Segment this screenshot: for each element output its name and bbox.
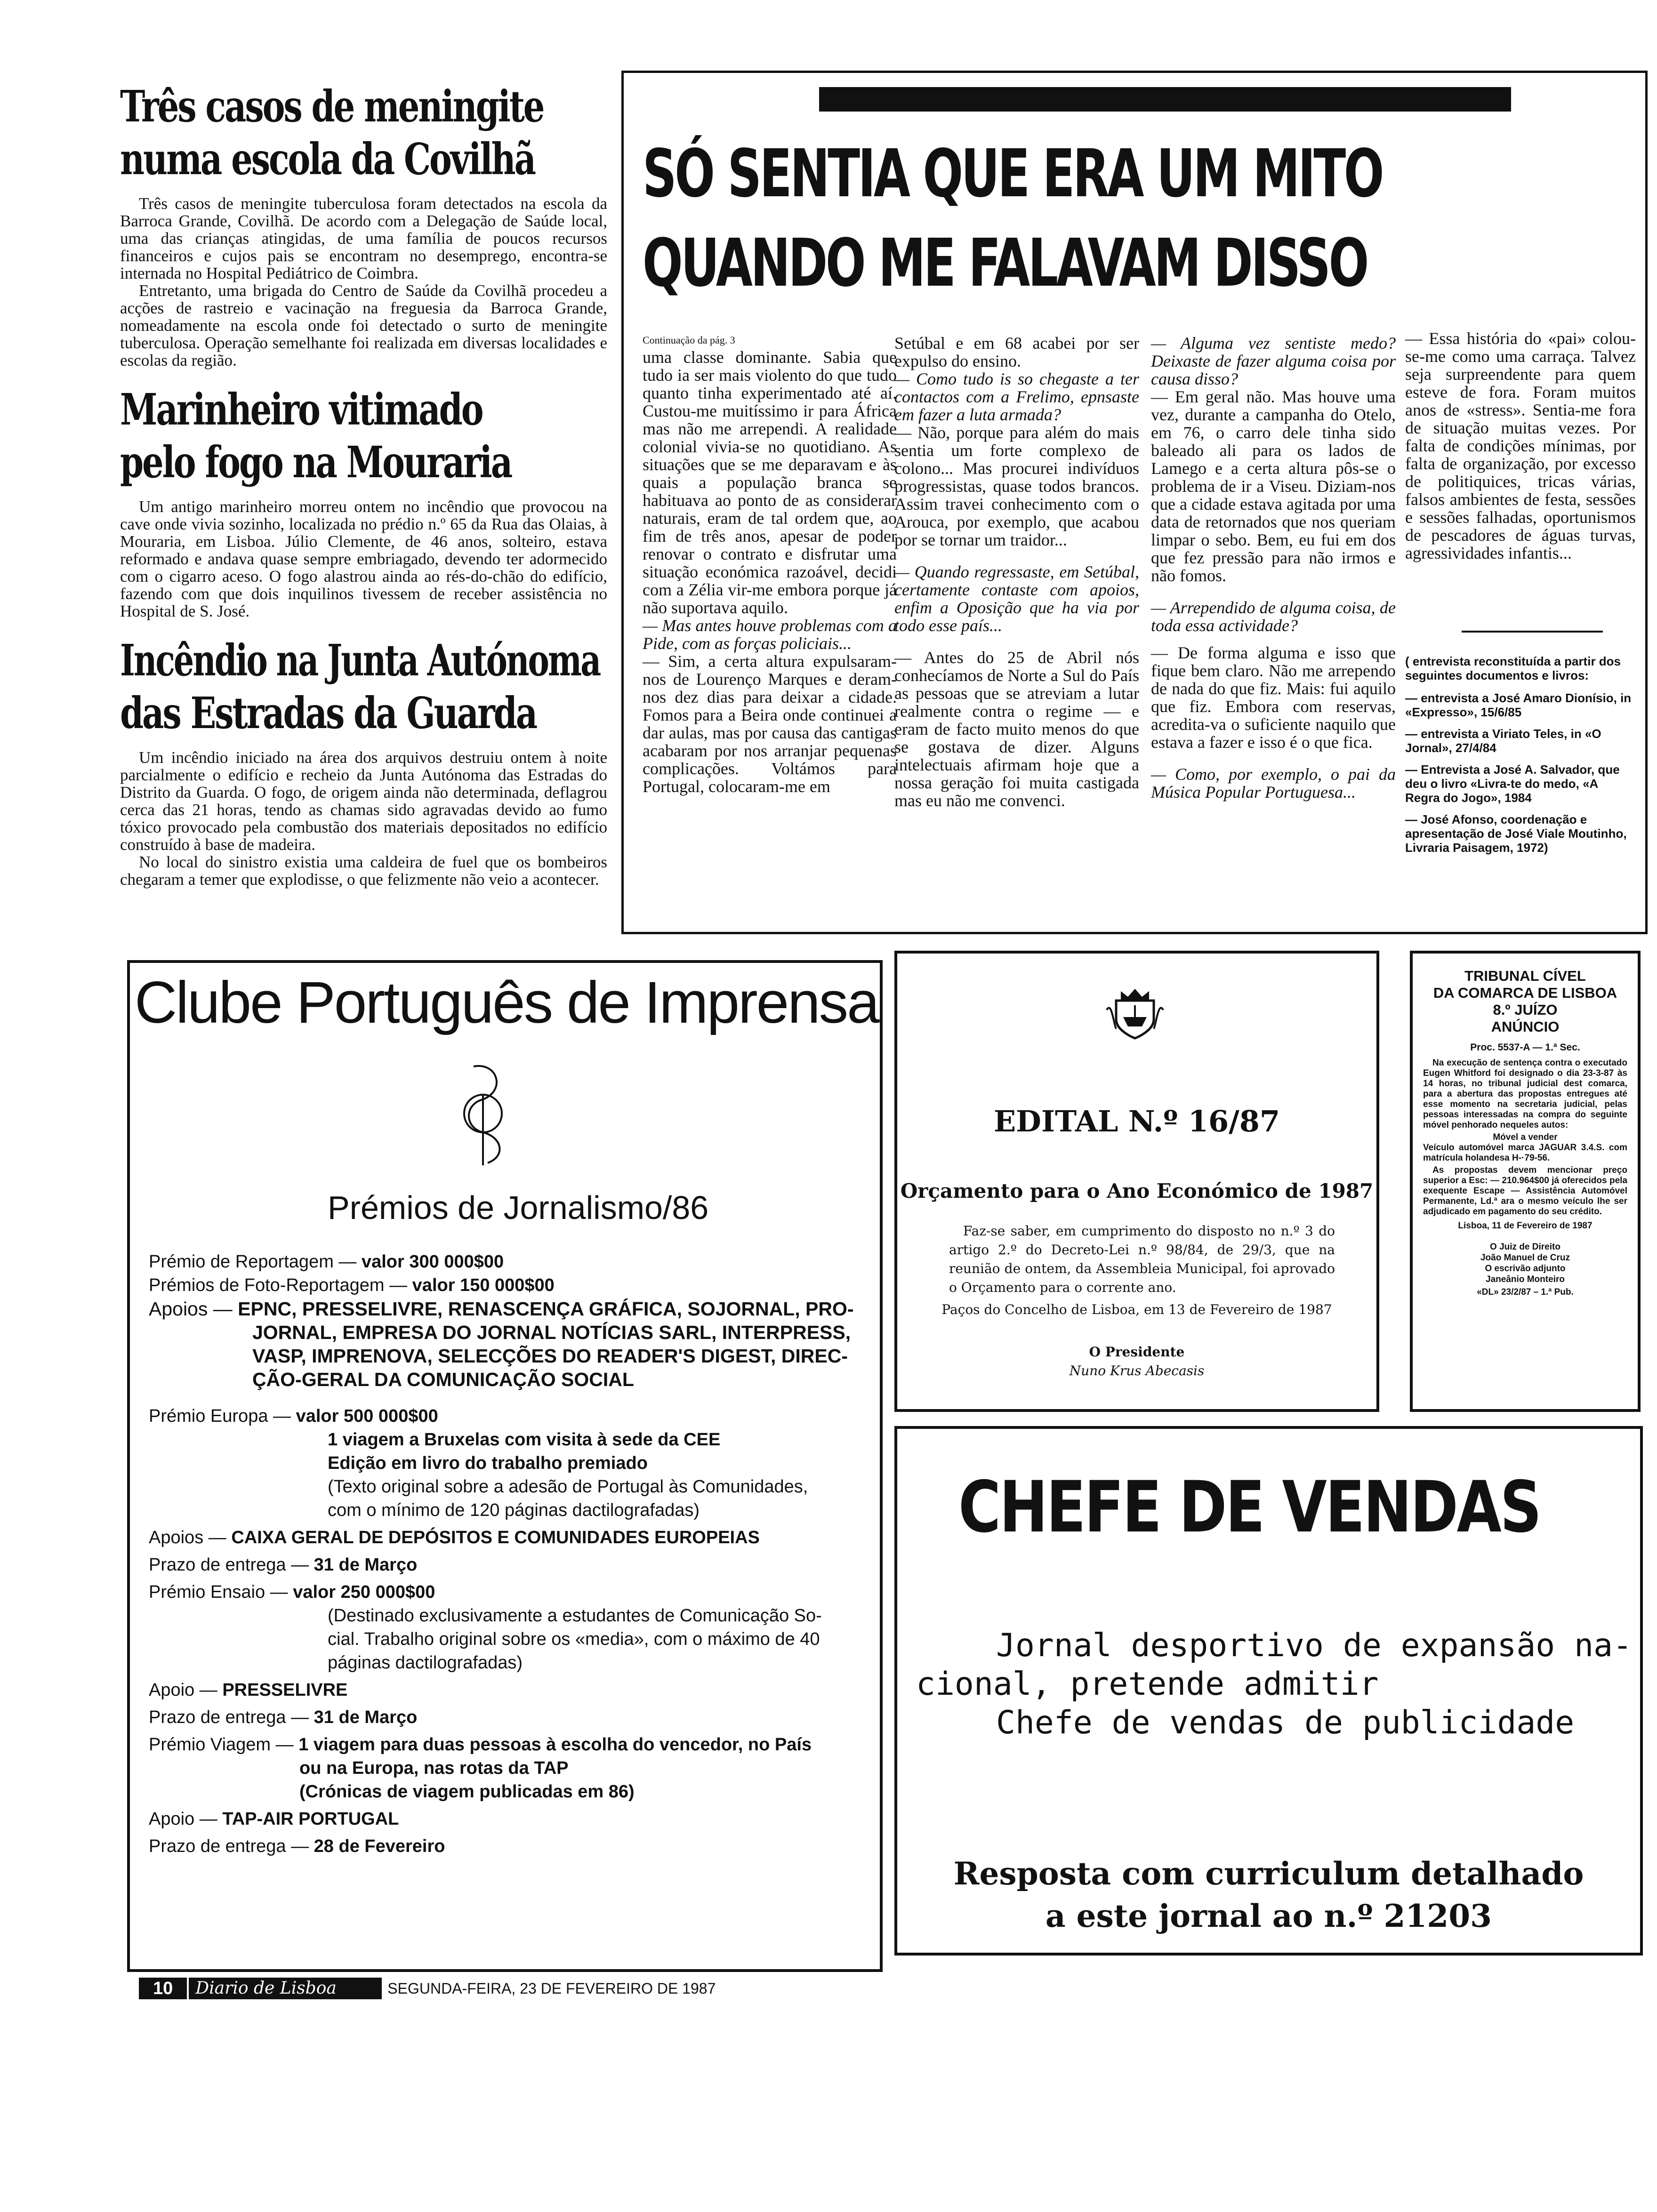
article-headline: Marinheiro vitimado pelo fogo na Mouraria — [120, 384, 512, 488]
prize-line: Prazo de entrega — 31 de Março — [149, 1707, 418, 1727]
interview-column-3: — Alguma vez sentiste medo? Deixaste de fazer alguma coisa por causa disso? — Em geral não. Mas houve uma vez, durante a campanha do Otelo, em 76, o carro dele tinha sido baleado ali para os lados de Lamego e a certa altura pôs-se o problema de ir a Viseu. Diziam-nos que a cidade estava agitada por uma data de retornados que nos queriam limpar o sebo. Bem, eu fui em dos que fez pressão para não irmos e não fomos. — Arrependido de alguma coisa, de toda essa actividade? — De forma alguma e isso que fique bem claro. Não me arrependo de nada do que fiz. Mais: fui aquilo que fiz. Embora com reservas, acredita-va o suficiente naquilo que estava a fazer e isso é o que fica. — Como, por exemplo, o pai da Música Popular Portuguesa... — [1151, 334, 1396, 801]
news-article-guarda — [120, 634, 607, 888]
edital-place-date: Paços do Concelho de Lisboa, em 13 de Fevereiro de 1987 — [941, 1302, 1332, 1317]
edital-body: Faz-se saber, em cumprimento do disposto no n.º 3 do artigo 2.º do Decreto-Lei n.º 98/84, de 29/3, que na reunião de ontem, da Assembleia Municipal, foi aprovado o Orçamento para o corrente ano. — [949, 1223, 1335, 1295]
edital-signer-title: O Presidente — [1089, 1344, 1185, 1360]
article-headline: Três casos de meningite numa escola da Covilhã — [120, 81, 544, 184]
ad-body: Jornal desportivo de expansão na- cional, pretende admitir Chefe de vendas de publicidade — [916, 1627, 1633, 1741]
clube-ad — [127, 960, 883, 1972]
footer-date: SEGUNDA-FEIRA, 23 DE FEVEREIRO DE 1987 — [387, 1980, 716, 1997]
title-bar — [819, 87, 1511, 112]
interview-column-2: Setúbal e em 68 acabei por ser expulso do ensino. — Como tudo is so chegaste a ter contactos com a Frelimo, epnsaste em fazer a luta armada? — Não, porque para além do mais sentia um forte complexo de colono... Mas procurei indivíduos progressistas, quase todos brancos. Assim travei conhecimento com o Arouca, por exemplo, que acabou por se tornar um traidor... — Quando regressaste, em Setúbal, certamente contaste com apoios, enfim a Oposição que ha via por todo esse país... — Antes do 25 de Abril nós conhecíamos de Norte a Sul do País as pessoas que se atreviam a lutar realmente contra o regime — e eram de facto muito menos do que se gostava de dizer. Alguns intelectuais afirmam hoje que a nossa geração foi muita castigada mas eu não me convenci. — [894, 334, 1139, 810]
edital-title: EDITAL N.º 16/87 — [993, 1104, 1280, 1138]
ad-title: Clube Português de Imprensa — [135, 970, 878, 1035]
prize-line: Prazo de entrega — 31 de Março — [149, 1555, 418, 1575]
tribunal-body2: As propostas devem mencionar preço superior a Esc: — 210.964$00 já oferecidos pela exequente Escape — Assistência Automóvel Permanente, Ld.ª ara o mesmo veículo lhe ser adjudicado em pagamento do seu crédito. — [1423, 1165, 1627, 1217]
prize-line: (Crónicas de viagem publicadas em 86) — [299, 1782, 635, 1802]
prize-line: Prazo de entrega — 28 de Fevereiro — [149, 1836, 445, 1856]
sources-block: ( entrevista reconstituída a partir dos seguintes documentos e livros: — entrevista a José Amaro Dionísio, in «Expresso», 15/6/85 — entrevista a Viriato Teles, in «O Jornal», 27/4/84 — Entrevista a José A. Salvador, que deu o livro «Livra-te do medo, «A Regra do Jogo», 1984 — José Afonso, coordenação e apresentação de José Viale Moutinho, Livraria Paisagem, 1972) — [1405, 654, 1632, 855]
ad-footer: Resposta com curriculum detalhado a este jornal ao n.º 21203 — [953, 1855, 1584, 1934]
prize-line: cial. Trabalho original sobre os «media», com o máximo de 40 — [328, 1629, 820, 1649]
news-article-meningite — [120, 80, 607, 369]
prize-line: Prémio de Reportagem — valor 300 000$00 — [149, 1252, 504, 1272]
prize-line: VASP, IMPRENOVA, SELECÇÕES DO READER'S DIGEST, DIREC- — [252, 1345, 848, 1367]
prize-list — [149, 1250, 874, 1858]
prize-line: Apoio — TAP-AIR PORTUGAL — [149, 1809, 399, 1829]
interview-title: SÓ SENTIA QUE ERA UM MITO QUANDO ME FALAVAM DISSO — [643, 136, 1383, 302]
tribunal-heading: TRIBUNAL CÍVEL DA COMARCA DE LISBOA 8.º JUÍZO ANÚNCIO — [1433, 968, 1617, 1035]
prize-line: ÇÃO-GERAL DA COMUNICAÇÃO SOCIAL — [252, 1369, 634, 1390]
article-body: Um antigo marinheiro morreu ontem no incêndio que provocou na cave onde vivia sozinho, localizada no prédio n.º 65 da Rua das Olaias, à Mouraria, em Lisboa. Júlio Clemente, de 46 anos, solteiro, estava reformado e andava quase sempre embriagado, devendo ter adormecido com o cigarro aceso. O fogo alastrou ainda ao rés-do-chão do edifício, fazendo com que dois inquilinos tivessem de receber assistência no Hospital de S. José. — [120, 497, 607, 620]
prize-line: JORNAL, EMPRESA DO JORNAL NOTÍCIAS SARL, INTERPRESS, — [252, 1322, 851, 1343]
interview-column-4: — Essa história do «pai» colou-se-me como uma carraça. Talvez seja surpreendente para quem esteve de fora. Foram muitos anos de «stress». Sentia-me fora de situação muitas vezes. Por falta de condições mínimas, por falta de organização, por excesso de politiquices, tricas várias, falsos ambientes de festa, sessões e sessões falhadas, oportunismos de pescadores de águas turvas, agressividades infantis... — [1405, 329, 1636, 562]
ad-title: CHEFE DE VENDAS — [958, 1467, 1540, 1548]
continuation-note: Continuação da pág. 3 — [643, 334, 735, 346]
prize-line: Edição em livro do trabalho premiado — [328, 1453, 648, 1473]
prize-line: Apoios — CAIXA GERAL DE DEPÓSITOS E COMUNIDADES EUROPEIAS — [149, 1528, 760, 1547]
article-body: Um incêndio iniciado na área dos arquivos destruiu ontem à noite parcialmente o edifício e recheio da Junta Autónoma das Estradas do Distrito da Guarda. O fogo, de origem ainda não determinada, deflagrou cerca das 21 horas, tendo as chamas sido agravadas devido ao fumo tóxico provocado pela combustão dos materiais depositados no edifício construído à base de madeira. No local do sinistro existia uma caldeira de fuel que os bombeiros chegaram a temer que explodisse, o que felizmente não veio a acontecer. — [120, 748, 607, 889]
tribunal-signatures: O Juiz de Direito João Manuel de Cruz O escrivão adjunto Janeânio Monteiro «DL» 23/2/87 – 1.ª Pub. — [1477, 1242, 1574, 1297]
prize-line: ou na Europa, nas rotas da TAP — [299, 1758, 569, 1778]
interview-column-1: uma classe dominante. Sabia que tudo ia ser mais violento do que tudo quanto tinha experimentado até aí. Custou-me muitíssimo ir para África mas não me arrependi. A realidade colonial vivia-se no quotidiano. As situações que se me deparavam e às quais a população branca se habituava ao ponto de as considerar naturais, eram de tal ordem que, ao fim de três anos, apesar de poder renovar o contrato e disfrutar uma situação económica razoável, decidi com a Zélia vir-me embora porque já não suportava aquilo. — Mas antes houve problemas com a Pide, com as forças policiais... — Sim, a certa altura expulsaram-nos de Lourenço Marques e deram-nos dez dias para deixar a cidade. Fomos para a Beira onde continuei a dar aulas, mas por causa das cantigas acabaram por nos arranjar pequenas complicações. Voltámos para Portugal, colocaram-me em — [643, 348, 897, 796]
tribunal-item-desc: Veículo automóvel marca JAGUAR 3.4.S. com matrícula holandesa H-·79-56. — [1423, 1143, 1627, 1163]
prize-line: Apoio — PRESSELIVRE — [149, 1680, 348, 1700]
edital-signer-name: Nuno Krus Abecasis — [1069, 1363, 1205, 1378]
tribunal-body: Na execução de sentença contra o executado Eugen Whitford foi designado o dia 23-3-87 às 14 horas, no tribunal judicial dest comarca, para a abertura das propostas entregues até esse momento na secretaria judicial, pelas pessoas interessadas na compra do seguinte móvel penhorado nequeles autos: — [1423, 1058, 1627, 1130]
ad-subtitle: Prémios de Jornalismo/86 — [328, 1189, 709, 1226]
news-article-mouraria — [120, 383, 607, 620]
prize-line: Prémio Viagem — 1 viagem para duas pessoas à escolha do vencedor, no País — [149, 1735, 812, 1755]
prize-line: Prémio Europa — valor 500 000$00 — [149, 1406, 438, 1426]
article-body: Três casos de meningite tuberculosa foram detectados na escola da Barroca Grande, Covilhã. De acordo com a Delegação de Saúde local, uma das crianças atingidas, de uma família de poucos recursos financeiros e cujos pais se encontram no desemprego, encontra-se internada no Hospital Pediátrico de Coimbra. Entretanto, uma brigada do Centro de Saúde da Covilhã procedeu a acções de rastreio e vacinação na freguesia da Barroca Grande, nomeadamente na escola onde foi detectado o surto de meningite tuberculosa. Operação semelhante foi realizada em diversas localidades e escolas da região. — [120, 194, 607, 369]
lisbon-coat-of-arms-icon — [1104, 982, 1166, 1043]
page-footer — [139, 1977, 845, 2000]
news-column — [120, 80, 607, 888]
chefe-de-vendas-ad — [894, 1426, 1643, 1956]
prize-line: (Texto original sobre a adesão de Portugal às Comunidades, — [328, 1477, 808, 1497]
prize-line: Prémio Ensaio — valor 250 000$00 — [149, 1582, 435, 1602]
sources-divider — [1462, 631, 1603, 633]
prize-line: Prémios de Foto-Reportagem — valor 150 000$00 — [149, 1275, 555, 1295]
tribunal-proc: Proc. 5537-A — 1.ª Sec. — [1470, 1042, 1580, 1053]
interview-box — [621, 71, 1648, 934]
edital-ad — [894, 951, 1379, 1412]
masthead-logo: Diario de Lisboa — [189, 1978, 382, 1999]
prize-line: 1 viagem a Bruxelas com visita à sede da CEE — [328, 1430, 721, 1450]
edital-subtitle: Orçamento para o Ano Económico de 1987 — [900, 1179, 1374, 1202]
prize-line: Apoios — EPNC, PRESSELIVRE, RENASCENÇA GRÁFICA, SOJORNAL, PRO- — [149, 1298, 854, 1320]
tribunal-date: Lisboa, 11 de Fevereiro de 1987 — [1458, 1221, 1593, 1231]
cpi-logo-icon — [455, 1057, 511, 1170]
tribunal-item: Móvel a vender — [1493, 1132, 1558, 1142]
tribunal-ad — [1410, 951, 1641, 1412]
page-number: 10 — [139, 1978, 187, 1999]
article-headline: Incêndio na Junta Autónoma das Estradas da Guarda — [120, 635, 600, 738]
prize-line: páginas dactilografadas) — [328, 1653, 523, 1673]
prize-line: (Destinado exclusivamente a estudantes de Comunicação So- — [328, 1606, 822, 1626]
prize-line: com o mínimo de 120 páginas dactilografadas) — [328, 1500, 700, 1520]
